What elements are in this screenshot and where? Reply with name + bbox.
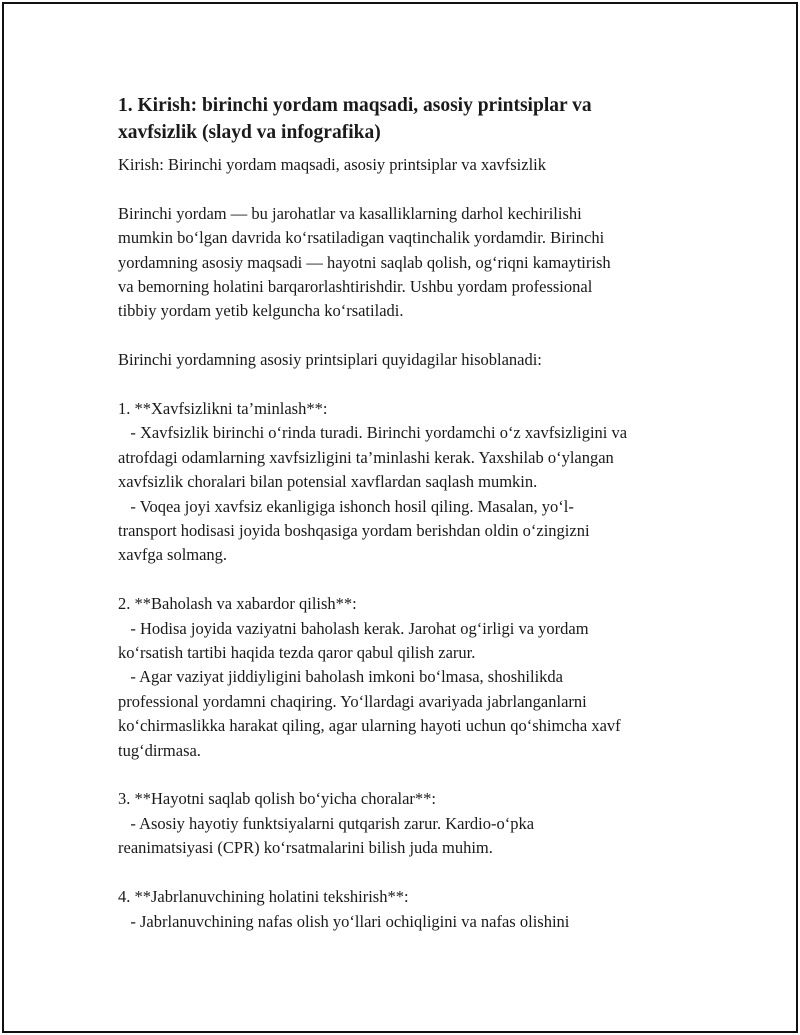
section-life-saving: [118, 787, 698, 860]
text-line: - Asosiy hayotiy funktsiyalarni qutqarish zarur. Kardio-oʻpka: [118, 813, 535, 833]
text-line: tugʻdirmasa.: [118, 740, 201, 760]
title-line: xavfsizlik (slayd va infografika): [118, 122, 381, 143]
text-line: - Hodisa joyida vaziyatni baholash kerak. Jarohat ogʻirligi va yordam: [118, 618, 589, 638]
text-line: koʻchirmaslikka harakat qiling, agar ularning hayoti uchun qoʻshimcha xavf: [118, 716, 621, 736]
text-line: xavfga solmang.: [118, 545, 228, 565]
document-body: [118, 92, 698, 934]
text-line: - Xavfsizlik birinchi oʻrinda turadi. Birinchi yordamchi oʻz xavfsizligini va: [118, 423, 628, 443]
text-line: tibbiy yordam yetib kelguncha koʻrsatiladi.: [118, 301, 404, 321]
section-safety: [118, 397, 698, 568]
paragraph-spacer: [118, 861, 698, 885]
text-line: transport hodisasi joyida boshqasiga yordam berishdan oldin oʻzingizni: [118, 521, 590, 541]
text-line: koʻrsatish tartibi haqida tezda qaror qabul qilish zarur.: [118, 643, 476, 663]
paragraph-spacer: [118, 373, 698, 397]
document-title: [118, 92, 698, 146]
intro-paragraph: [118, 202, 698, 324]
section-victim-check: [118, 885, 698, 934]
paragraph-spacer: [118, 763, 698, 787]
text-line: atrofdagi odamlarning xavfsizligini ta’minlashi kerak. Yaxshilab oʻylangan: [118, 447, 614, 467]
paragraph-spacer: [118, 324, 698, 348]
text-line: professional yordamni chaqiring. Yoʻllardagi avariyada jabrlanganlarni: [118, 691, 587, 711]
paragraph-spacer: [118, 177, 698, 201]
text-line: xavfsizlik choralari bilan potensial xavflardan saqlash mumkin.: [118, 472, 538, 492]
text-line: - Jabrlanuvchining nafas olish yoʻllari ochiqligini va nafas olishini: [118, 911, 570, 931]
section-heading: 4. **Jabrlanuvchining holatini tekshirish**:: [118, 887, 409, 907]
text-line: Birinchi yordam — bu jarohatlar va kasalliklarning darhol kechirilishi: [118, 203, 582, 223]
text-line: - Voqea joyi xavfsiz ekanligiga ishonch hosil qiling. Masalan, yoʻl-: [118, 496, 574, 516]
title-line: 1. Kirish: birinchi yordam maqsadi, asosiy printsiplar va: [118, 95, 592, 116]
subtitle: Kirish: Birinchi yordam maqsadi, asosiy printsiplar va xavfsizlik: [118, 155, 547, 174]
text-line: - Agar vaziyat jiddiyligini baholash imkoni boʻlmasa, shoshilikda: [118, 667, 563, 687]
paragraph-spacer: [118, 568, 698, 592]
principles-intro: Birinchi yordamning asosiy printsiplari quyidagilar hisoblanadi:: [118, 350, 542, 370]
text-line: yordamning asosiy maqsadi — hayotni saqlab qolish, ogʻriqni kamaytirish: [118, 252, 611, 272]
text-line: va bemorning holatini barqarorlashtirishdir. Ushbu yordam professional: [118, 277, 593, 297]
text-line: reanimatsiyasi (CPR) koʻrsatmalarini bilish juda muhim.: [118, 838, 493, 858]
section-assessment: [118, 592, 698, 763]
section-heading: 2. **Baholash va xabardor qilish**:: [118, 594, 357, 614]
section-heading: 3. **Hayotni saqlab qolish boʻyicha choralar**:: [118, 789, 437, 809]
section-heading: 1. **Xavfsizlikni ta’minlash**:: [118, 399, 328, 419]
text-line: mumkin boʻlgan davrida koʻrsatiladigan vaqtinchalik yordamdir. Birinchi: [118, 228, 605, 248]
